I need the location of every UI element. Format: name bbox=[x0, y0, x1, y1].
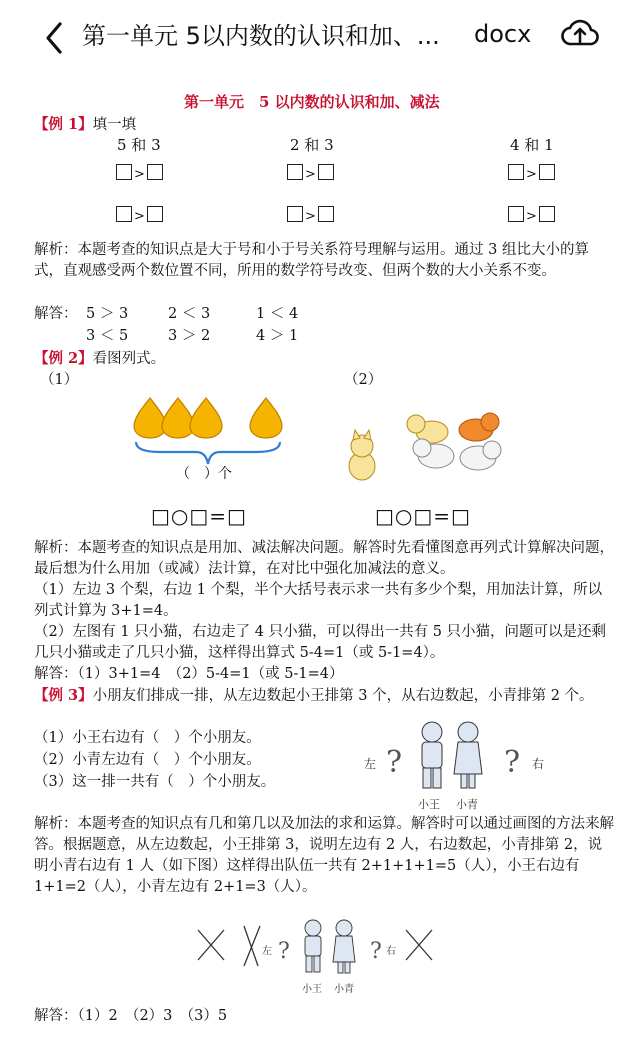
answer-2-1: 3 ＜ 5 bbox=[86, 328, 129, 344]
example-2-tag: 【例 2】 bbox=[34, 350, 93, 367]
blank-box bbox=[116, 164, 132, 180]
name-xiaowang: 小王 bbox=[418, 798, 440, 811]
brace-label: （ ）个 bbox=[176, 466, 232, 482]
example-2-explanation-1: （1）左边 3 个梨，右边 1 个梨，半个大括号表示求一共有多少个梨，用加法计算，所以列式计算为 3+1=4。 bbox=[34, 582, 603, 619]
queue-diagram bbox=[190, 910, 440, 1000]
equation-1: □○□=□ bbox=[151, 504, 247, 528]
name-xiaowang: 小王 bbox=[302, 984, 322, 995]
answer-1-2: 2 ＜ 3 bbox=[168, 306, 211, 322]
example-2-explanation-2: （2）左图有 1 只小猫，右边走了 4 只小猫，可以得出一共有 5 只小猫，问题可以是还剩几只小猫或走了几只小猫，这样得出算式 5-4=1（或 5-1=4）。 bbox=[34, 624, 607, 661]
example-3-question-2: （2）小青左边有（ ）个小朋友。 bbox=[34, 752, 261, 768]
example-2-answer: 解答：（1）3+1=4 （2）5-4=1（或 5-1=4） bbox=[34, 666, 344, 682]
compare-row-2c: > bbox=[508, 206, 555, 227]
children-illustration bbox=[356, 712, 556, 812]
name-xiaoqing: 小青 bbox=[334, 984, 354, 995]
example-3-analysis: 解析：本题考查的知识点有几和第几以及加法的求和运算。解答时可以通过画图的方法来解答。根据题意，从左边数起，小王排第 3，说明左边有 2 人，右边数起，小青排第 2，说明小青右边有 1 人（如下图）这样得出队伍一共有 2+1+1+1=5（人），小王右边有 1+1=2（人），小青左边有 2+1=3（人）。 bbox=[34, 816, 614, 895]
name-xiaoqing: 小青 bbox=[456, 798, 478, 811]
example-2-analysis: 解析：本题考查的知识点是用加、减法解决问题。解答时先看懂图意再列式计算解决问题，最后想为什么用加（或减）法计算，在对比中强化加减法的意义。 bbox=[34, 540, 614, 577]
compare-row-1a: > bbox=[116, 164, 163, 185]
compare-row-1b: > bbox=[287, 164, 334, 185]
example-1-task: 填一填 bbox=[92, 117, 137, 133]
example-1-header bbox=[34, 114, 136, 136]
example-3-answer: 解答：（1）2 （2）3 （3）5 bbox=[34, 1008, 228, 1024]
blank-box bbox=[508, 206, 524, 222]
blank-box bbox=[116, 206, 132, 222]
right-label: 右 bbox=[386, 946, 396, 957]
file-extension: docx bbox=[474, 20, 532, 48]
example-1-answer-label: 解答： bbox=[34, 306, 78, 322]
doc-heading: 第一单元 5 以内数的认识和加、减法 bbox=[184, 93, 440, 111]
right-label: 右 bbox=[532, 757, 545, 771]
chevron-left-icon[interactable] bbox=[38, 18, 74, 58]
blank-box bbox=[318, 206, 334, 222]
blank-box bbox=[287, 164, 303, 180]
pair-2: 2 和 3 bbox=[290, 136, 334, 154]
example-1-analysis: 解析：本题考查的知识点是大于号和小于号关系符号理解与运用。通过 3 组比大小的算式，直观感受两个数位置不同，所用的数学符号改变、但两个数的大小关系不变。 bbox=[34, 242, 589, 279]
blank-box bbox=[508, 164, 524, 180]
answer-1-3: 1 ＜ 4 bbox=[256, 306, 299, 322]
example-3-task: 小朋友们排成一排，从左边数起小王排第 3 个，从右边数起，小青排第 2 个。 bbox=[92, 688, 594, 704]
part-2-label: （2） bbox=[344, 372, 383, 388]
answer-1-1: 5 ＞ 3 bbox=[86, 306, 129, 322]
pears-illustration bbox=[120, 392, 290, 490]
part-1-label: （1） bbox=[40, 372, 79, 388]
pair-3: 4 和 1 bbox=[510, 136, 554, 154]
compare-row-2b: > bbox=[287, 206, 334, 227]
question-mark: ? bbox=[278, 939, 290, 964]
document-title: 第一单元 5以内数的认识和加、... bbox=[82, 22, 440, 50]
example-2-task: 看图列式。 bbox=[92, 351, 166, 367]
compare-row-2a: > bbox=[116, 206, 163, 227]
example-3-header bbox=[34, 685, 614, 707]
left-label: 左 bbox=[364, 757, 377, 771]
cloud-upload-icon[interactable] bbox=[560, 16, 600, 52]
blank-box bbox=[147, 164, 163, 180]
document-page bbox=[0, 72, 640, 1041]
example-3-tag: 【例 3】 bbox=[34, 687, 93, 704]
example-2-header bbox=[34, 348, 165, 370]
top-bar bbox=[0, 0, 640, 72]
answer-2-3: 4 ＞ 1 bbox=[256, 328, 299, 344]
blank-box bbox=[318, 164, 334, 180]
blank-box bbox=[539, 206, 555, 222]
question-mark: ? bbox=[504, 745, 521, 780]
blank-box bbox=[287, 206, 303, 222]
example-1-tag: 【例 1】 bbox=[34, 116, 93, 133]
example-3-question-1: （1）小王右边有（ ）个小朋友。 bbox=[34, 730, 261, 746]
compare-row-1c: > bbox=[508, 164, 555, 185]
question-mark: ? bbox=[386, 745, 403, 780]
left-label: 左 bbox=[262, 946, 272, 957]
answer-2-2: 3 ＞ 2 bbox=[168, 328, 211, 344]
question-mark: ? bbox=[370, 939, 382, 964]
kittens-illustration bbox=[340, 408, 510, 490]
blank-box bbox=[539, 164, 555, 180]
pair-1: 5 和 3 bbox=[117, 136, 161, 154]
blank-box bbox=[147, 206, 163, 222]
equation-2: □○□=□ bbox=[375, 504, 471, 528]
example-3-question-3: （3）这一排一共有（ ）个小朋友。 bbox=[34, 774, 276, 790]
